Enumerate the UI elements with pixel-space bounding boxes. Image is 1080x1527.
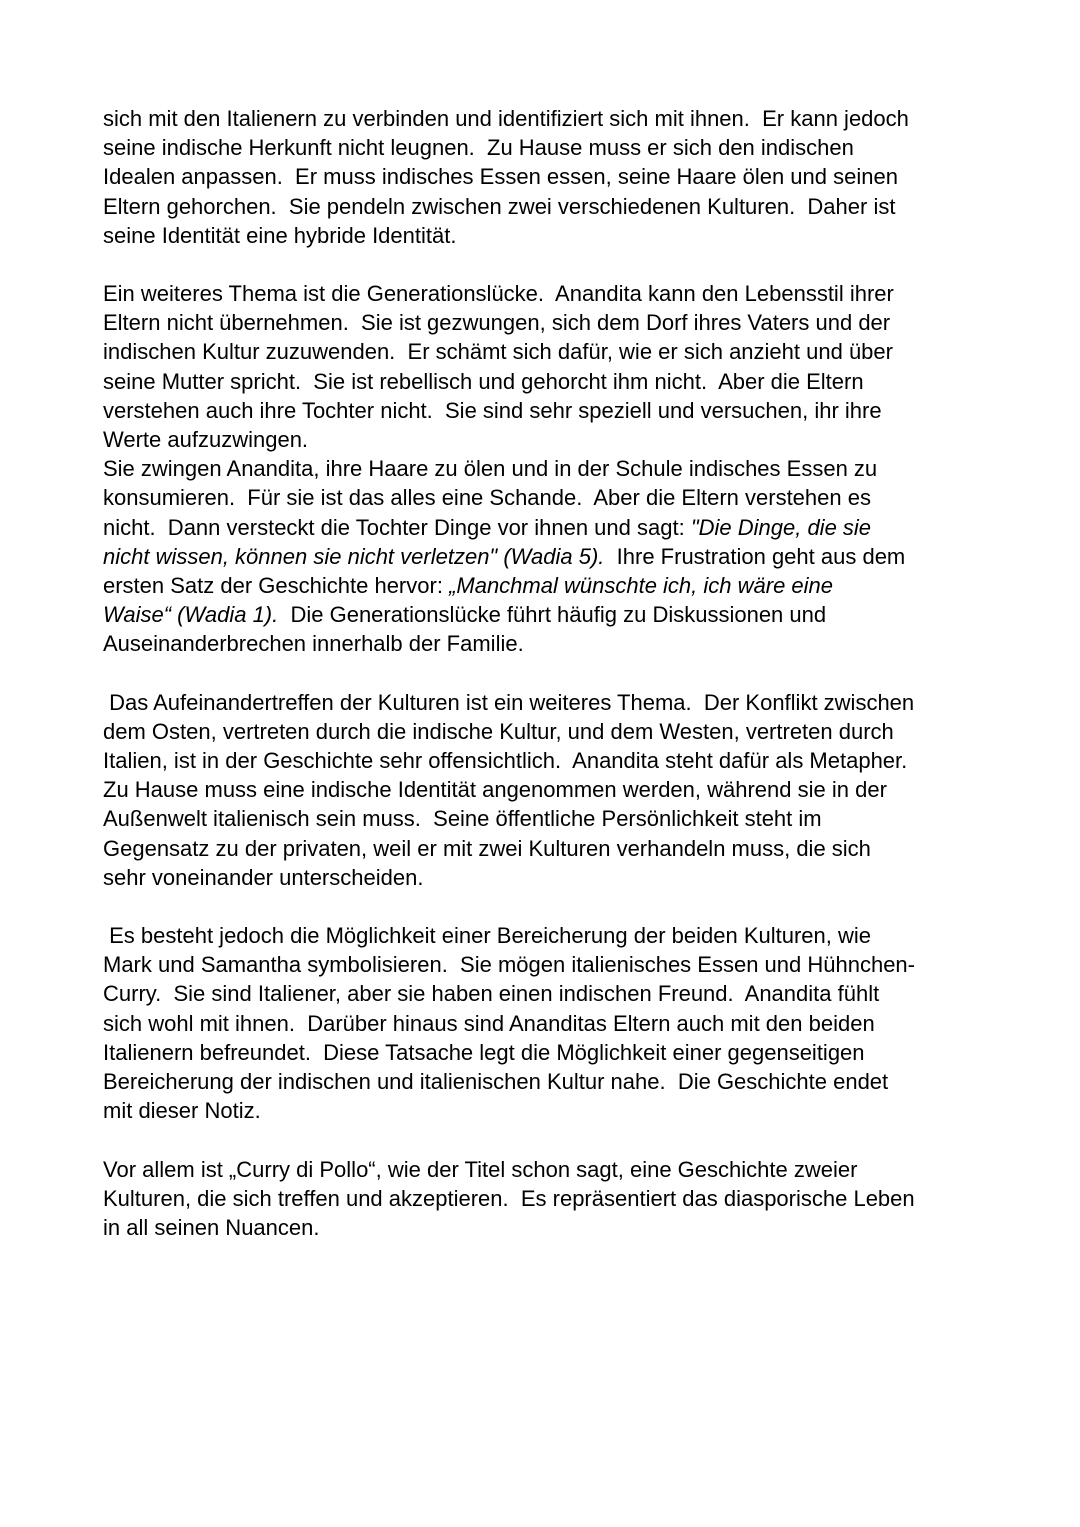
text-line: Bereicherung der indischen und italienischen Kultur nahe. Die Geschichte endet (103, 1069, 889, 1095)
text-line: Idealen anpassen. Er muss indisches Essen essen, seine Haare ölen und seinen (103, 164, 898, 190)
text-line: indischen Kultur zuzuwenden. Er schämt sich dafür, wie er sich anzieht und über (103, 339, 893, 365)
paragraph-generation-gap (103, 279, 983, 454)
text-line: Gegensatz zu der privaten, weil er mit zwei Kulturen verhandeln muss, die sich (103, 835, 871, 861)
text-line: Vor allem ist „Curry di Pollo“, wie der Titel schon sagt, eine Geschichte zweier (103, 1156, 858, 1182)
text-line: Italien, ist in der Geschichte sehr offensichtlich. Anandita steht dafür als Metapher. (103, 748, 908, 774)
text-line: in all seinen Nuancen. (103, 1214, 320, 1240)
text-line: sich wohl mit ihnen. Darüber hinaus sind Ananditas Eltern auch mit den beiden (103, 1010, 875, 1036)
paragraph-frustration-quotes (103, 454, 983, 658)
text-segment: Die Generationslücke führt häufig zu Diskussionen und (278, 602, 827, 628)
text-line: Es besteht jedoch die Möglichkeit einer Bereicherung der beiden Kulturen, wie (103, 923, 872, 949)
text-line (103, 513, 983, 542)
text-line: Curry. Sie sind Italiener, aber sie haben einen indischen Freund. Anandita fühlt (103, 981, 880, 1007)
quote-text: Waise“ (Wadia 1). (103, 602, 279, 628)
text-line: seine indische Herkunft nicht leugnen. Zu Hause muss er sich den indischen (103, 135, 854, 161)
text-segment: Ihre Frustration geht aus dem (604, 543, 906, 569)
text-line: sich mit den Italienern zu verbinden und identifiziert sich mit ihnen. Er kann jedoch (103, 106, 909, 131)
text-line (103, 542, 983, 571)
text-line: seine Mutter spricht. Sie ist rebellisch und gehorcht ihm nicht. Aber die Eltern (103, 368, 864, 394)
quote-text: „Manchmal wünschte ich, ich wäre eine (449, 573, 834, 599)
text-line: Werte aufzuzwingen. (103, 427, 309, 453)
text-segment: ersten Satz der Geschichte hervor: (103, 573, 450, 599)
text-line (103, 571, 983, 600)
text-line: Mark und Samantha symbolisieren. Sie mögen italienisches Essen und Hühnchen- (103, 952, 915, 978)
text-line: Sie zwingen Anandita, ihre Haare zu ölen und in der Schule indisches Essen zu (103, 456, 878, 482)
text-line: Das Aufeinandertreffen der Kulturen ist ein weiteres Thema. Der Konflikt zwischen (103, 689, 915, 715)
text-line: sehr voneinander unterscheiden. (103, 864, 424, 890)
quote-text: "Die Dinge, die sie (690, 514, 872, 540)
text-line: Auseinanderbrechen innerhalb der Familie. (103, 631, 524, 657)
quote-text: nicht wissen, können sie nicht verletzen" (Wadia 5). (103, 543, 605, 569)
text-line: mit dieser Notiz. (103, 1098, 261, 1124)
text-line: konsumieren. Für sie ist das alles eine Schande. Aber die Eltern verstehen es (103, 485, 871, 511)
text-line: Zu Hause muss eine indische Identität angenommen werden, während sie in der (103, 777, 887, 803)
document-body (103, 104, 983, 1271)
text-line: verstehen auch ihre Tochter nicht. Sie sind sehr speziell und versuchen, ihr ihre (103, 397, 882, 423)
text-segment: nicht. Dann versteckt die Tochter Dinge vor ihnen und sagt: (103, 514, 691, 540)
text-line: Eltern nicht übernehmen. Sie ist gezwungen, sich dem Dorf ihres Vaters und der (103, 310, 891, 336)
paragraph-culture-clash (103, 688, 983, 892)
paragraph-conclusion (103, 1155, 983, 1243)
text-line: seine Identität eine hybride Identität. (103, 222, 457, 248)
text-line (103, 600, 983, 629)
text-line: dem Osten, vertreten durch die indische Kultur, und dem Westen, vertreten durch (103, 718, 894, 744)
text-line: Eltern gehorchen. Sie pendeln zwischen zwei verschiedenen Kulturen. Daher ist (103, 193, 896, 219)
text-line: Italienern befreundet. Diese Tatsache legt die Möglichkeit einer gegenseitigen (103, 1039, 865, 1065)
paragraph-enrichment (103, 921, 983, 1125)
text-line: Ein weiteres Thema ist die Generationslücke. Anandita kann den Lebensstil ihrer (103, 281, 894, 307)
text-line: Kulturen, die sich treffen und akzeptieren. Es repräsentiert das diasporische Leben (103, 1185, 915, 1211)
paragraph-hybrid-identity (103, 104, 983, 250)
text-line: Außenwelt italienisch sein muss. Seine öffentliche Persönlichkeit steht im (103, 806, 822, 832)
